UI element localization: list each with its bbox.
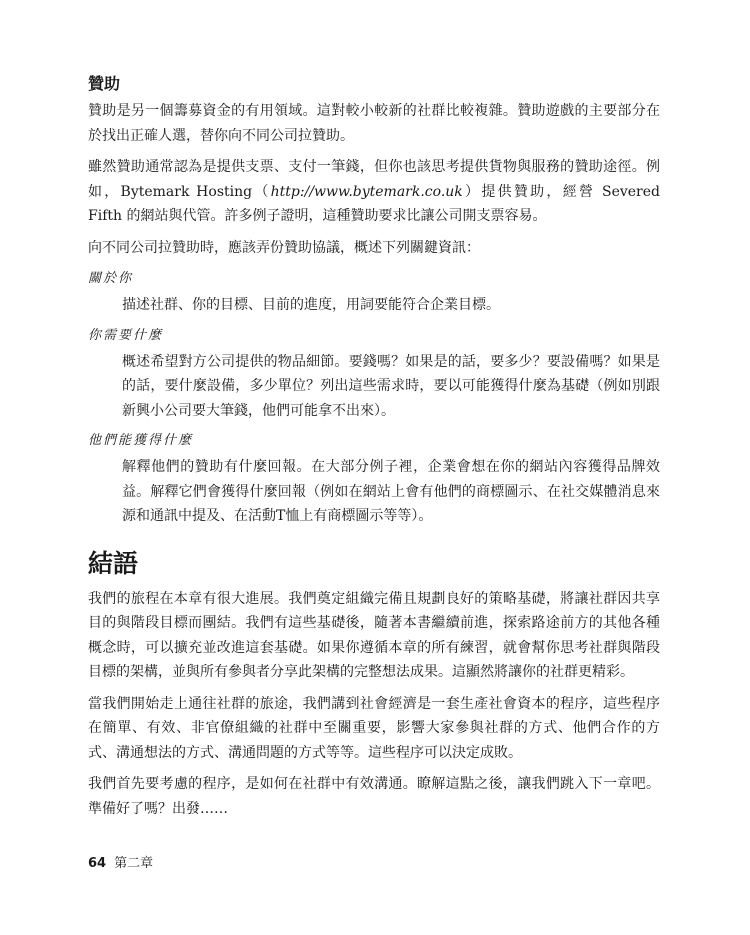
section-heading-sponsorship: 贊助 [88,74,121,93]
paragraph: 當我們開始走上通往社群的旅途，我們講到社會經濟是一套生產社會資本的程序，這些程序在簡單、有效、非官僚組織的社群中至關重要，影響大家參與社群的方式、他們合作的方式、溝通想法的方式、溝通問題的方式等等。這些程序可以決定成敗。 [88,695,660,761]
list-description: 概述希望對方公司提供的物品細節。要錢嗎？如果是的話，要多少？要設備嗎？如果是的話，要什麼設備，多少單位？列出這些需求時，要以可能獲得什麼為基礎（例如別跟新興小公司要大筆錢，他們可能拿不出來）。 [122,353,660,419]
paragraph: 我們首先要考慮的程序，是如何在社群中有效溝通。瞭解這點之後，讓我們跳入下一章吧。準備好了嗎？出發…… [88,776,660,817]
list-term: 你需要什麼 [88,327,164,343]
paragraph: 贊助是另一個籌募資金的有用領域。這對較小較新的社群比較複雜。贊助遊戲的主要部分在於找出正確人選，替你向不同公司拉贊助。 [88,103,660,144]
page-content [88,72,660,828]
paragraph [88,155,660,229]
paragraph-text: ）提供贊助，經營 Severed Fifth 的網站與代管。許多例子證明，這種贊助要求比讓公司開支票容易。 [88,183,661,224]
list-description: 描述社群、你的目標、目前的進度，用詞要能符合企業目標。 [122,297,500,313]
list-term: 關於你 [88,271,134,286]
page-footer [88,852,153,871]
list-term: 他們能獲得什麼 [88,433,194,448]
section-heading-conclusion: 結語 [88,548,139,578]
page-number: 64 [88,856,107,871]
paragraph: 我們的旅程在本章有很大進展。我們奠定組織完備且規劃良好的策略基礎，將讓社群因共享目的與階段目標而團結。我們有這些基礎後，隨著本書繼續前進，探索路途前方的其他各種概念時，可以擴充並改進這套基礎。如果你遵循本章的所有練習，就會幫你思考社群與階段目標的架構，並與所有參與者分享此架構的完整想法成果。這顯然將讓你的社群更精彩。 [88,590,660,680]
url-text: http://www.bytemark.co.uk [270,183,463,200]
chapter-label: 第二章 [114,856,154,871]
list-description: 解釋他們的贊助有什麼回報。在大部分例子裡，企業會想在你的網站內容獲得品牌效益。解釋它們會獲得什麼回報（例如在網站上會有他們的商標圖示、在社交媒體消息來源和通訊中提及、在活動T恤上有商標圖示等等）。 [122,459,660,524]
paragraph-text: 雖然贊助通常認為是提供支票、支付一筆錢，但你也該思考提供貨物與服務的贊助途徑。例如，Bytemark Hosting（ [88,159,660,200]
paragraph: 向不同公司拉贊助時，應該弄份贊助協議，概述下列關鍵資訊： [88,239,480,256]
